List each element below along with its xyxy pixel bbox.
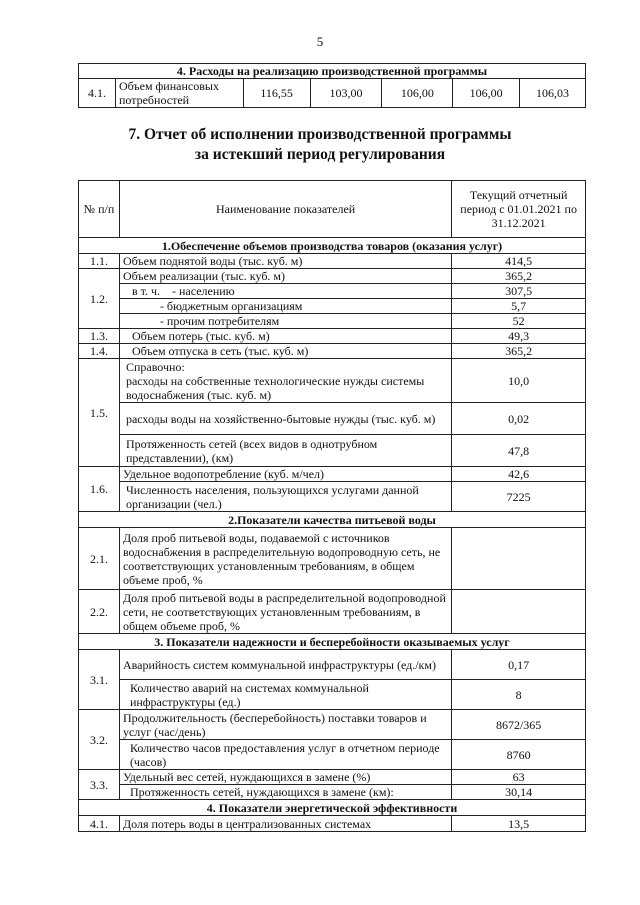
section-title: 2.Показатели качества питьевой воды: [79, 512, 586, 528]
row-label: Объем поднятой воды (тыс. куб. м): [119, 254, 451, 269]
row-label: Объем реализации (тыс. куб. м): [119, 269, 451, 284]
row-value: 30,14: [452, 785, 586, 800]
row-num: 1.1.: [79, 254, 120, 269]
row-value: [452, 590, 586, 634]
row-value: 0,02: [452, 403, 586, 435]
row-label: расходы воды на хозяйственно-бытовые нужды (тыс. куб. м): [119, 403, 451, 435]
row-value: 365,2: [452, 344, 586, 359]
row-label: Протяженность сетей, нуждающихся в замене (км):: [119, 785, 451, 800]
row-num: 4.1.: [79, 816, 120, 832]
row-value: 8: [452, 680, 586, 710]
row-value: 8672/365: [452, 710, 586, 740]
row-label: Доля проб питьевой воды, подаваемой с источников водоснабжения в распределительную водопроводную сеть, не соответствующих установленным требованиям, в общем объеме проб, %: [119, 528, 451, 590]
row-value: 52: [452, 314, 586, 329]
row-label: Продолжительность (бесперебойность) поставки товаров и услуг (час/день): [119, 710, 451, 740]
row-value: [452, 528, 586, 590]
top-table-section-title: 4. Расходы на реализацию производственной программы: [79, 64, 586, 79]
col-header-name: Наименование показателей: [119, 181, 451, 238]
top-row-value: 106,00: [453, 79, 520, 108]
row-num: 1.3.: [79, 329, 120, 344]
row-num: 1.6.: [79, 467, 120, 512]
row-value: 0,17: [452, 650, 586, 680]
page-number: 5: [316, 34, 324, 49]
row-label: Численность населения, пользующихся услугами данной организации (чел.): [119, 482, 451, 512]
report-heading-line2: за истекший период регулирования: [194, 146, 446, 163]
row-label: Количество часов предоставления услуг в отчетном периоде (часов): [119, 740, 451, 770]
row-value: 307,5: [452, 284, 586, 299]
row-value: 42,6: [452, 467, 586, 482]
row-label: Аварийность систем коммунальной инфраструктуры (ед./км): [119, 650, 451, 680]
row-value: 49,3: [452, 329, 586, 344]
row-label: Объем потерь (тыс. куб. м): [119, 329, 451, 344]
row-num: 1.2.: [79, 269, 120, 329]
reference-heading: Справочно:: [125, 359, 185, 374]
col-header-num: № п/п: [79, 181, 120, 238]
row-label: Доля проб питьевой воды в распределительной водопроводной сети, не соответствующих установленным требованиям, в общем объеме проб, %: [119, 590, 451, 634]
row-value: 10,0: [452, 359, 586, 403]
col-header-value: Текущий отчетный период с 01.01.2021 по 31.12.2021: [452, 181, 586, 238]
row-num: 1.4.: [79, 344, 120, 359]
row-num: 2.1.: [79, 528, 120, 590]
row-num: 2.2.: [79, 590, 120, 634]
reference-text: расходы на собственные технологические нужды системы водоснабжения (тыс. куб. м): [125, 373, 425, 402]
row-label: - бюджетным организациям: [119, 299, 451, 314]
row-label: [119, 359, 451, 403]
row-num: 3.1.: [79, 650, 120, 710]
top-row-num: 4.1.: [79, 79, 116, 108]
row-label: в т. ч. - населению: [119, 284, 451, 299]
row-value: 7225: [452, 482, 586, 512]
row-value: 414,5: [452, 254, 586, 269]
row-value: 47,8: [452, 435, 586, 467]
top-row-value: 116,55: [243, 79, 310, 108]
row-value: 8760: [452, 740, 586, 770]
row-num: 1.5.: [79, 359, 120, 467]
section-title: 1.Обеспечение объемов производства товаров (оказания услуг): [79, 238, 586, 254]
section-title: 4. Показатели энергетической эффективности: [79, 800, 586, 816]
row-label: - прочим потребителям: [119, 314, 451, 329]
row-num: 3.3.: [79, 770, 120, 800]
row-label: Объем отпуска в сеть (тыс. куб. м): [119, 344, 451, 359]
top-table: [78, 63, 586, 108]
row-value: 5,7: [452, 299, 586, 314]
row-value: 365,2: [452, 269, 586, 284]
top-row-value: 106,00: [382, 79, 453, 108]
row-label: Количество аварий на системах коммунальной инфраструктуры (ед.): [119, 680, 451, 710]
row-label: Удельное водопотребление (куб. м/чел): [119, 467, 451, 482]
row-value: 63: [452, 770, 586, 785]
section-title: 3. Показатели надежности и бесперебойности оказываемых услуг: [79, 634, 586, 650]
report-heading: [0, 125, 640, 165]
report-heading-line1: 7. Отчет об исполнении производственной программы: [128, 126, 512, 143]
report-table: [78, 180, 586, 832]
row-label: Протяженность сетей (всех видов в однотрубном представлении), (км): [119, 435, 451, 467]
row-label: Удельный вес сетей, нуждающихся в замене (%): [119, 770, 451, 785]
top-row-name: Объем финансовых потребностей: [115, 79, 243, 108]
row-num: 3.2.: [79, 710, 120, 770]
top-row-value: 103,00: [310, 79, 382, 108]
row-value: 13,5: [452, 816, 586, 832]
top-row-value: 106,03: [520, 79, 586, 108]
row-label: Доля потерь воды в централизованных системах: [119, 816, 451, 832]
